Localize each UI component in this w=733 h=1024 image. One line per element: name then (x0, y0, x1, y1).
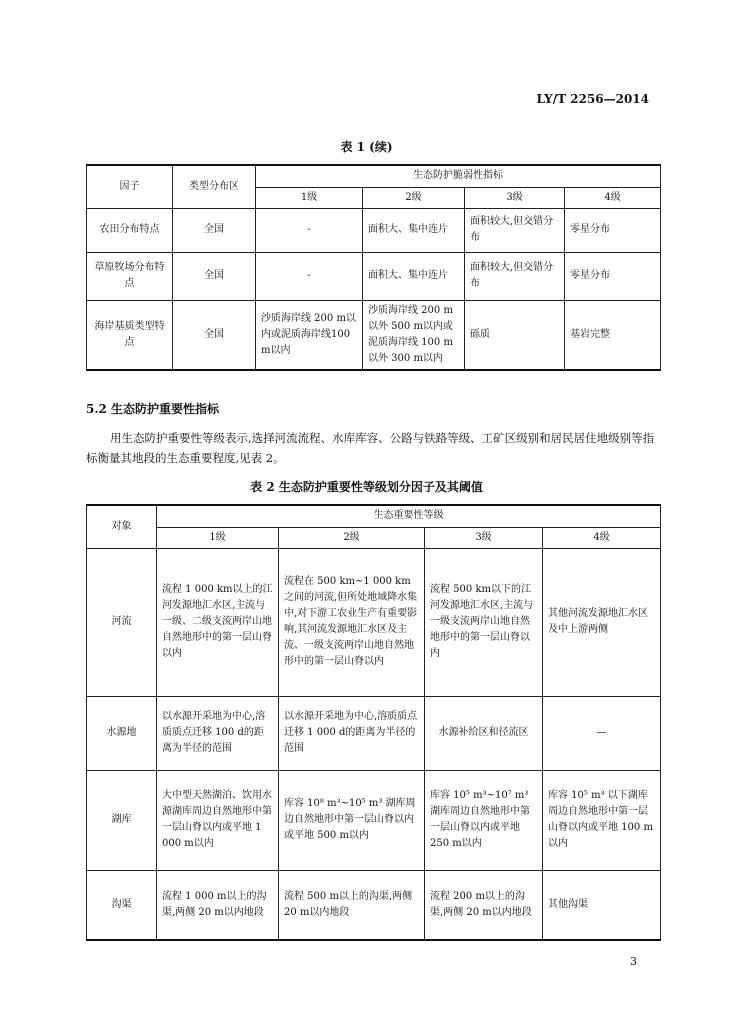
row-level-2: 流程 500 m以上的沟渠,两侧 20 m以内地段 (279, 870, 425, 940)
row-level-4: 零星分布 (565, 252, 661, 300)
row-object: 河流 (87, 548, 157, 696)
row-level-2: 沙质海岸线 200 m以外 500 m以内或泥质海岸线 100 m以外 300 m以内 (363, 300, 465, 370)
row-factor: 草原牧场分布特点 (87, 252, 173, 300)
header-level-1: 1级 (256, 187, 363, 208)
row-object: 水源地 (87, 696, 157, 770)
table-1-caption: 表 1 (续) (340, 140, 393, 154)
header-level-4: 4级 (543, 527, 661, 548)
table-row (87, 696, 661, 770)
row-area: 全国 (173, 252, 256, 300)
row-level-1: 沙质海岸线 200 m以内或泥质海岸线100 m以内 (256, 300, 363, 370)
row-level-3: 水源补给区和径流区 (425, 696, 543, 770)
header-factor: 因子 (87, 165, 173, 208)
table-row (87, 770, 661, 870)
row-factor: 农田分布特点 (87, 208, 173, 252)
row-level-3: 面积较大,但交错分布 (465, 208, 565, 252)
row-level-4: 基岩完整 (565, 300, 661, 370)
header-level-4: 4级 (565, 187, 661, 208)
header-object: 对象 (87, 505, 157, 548)
row-area: 全国 (173, 300, 256, 370)
row-object: 沟渠 (87, 870, 157, 940)
row-object: 湖库 (87, 770, 157, 870)
header-importance-level: 生态重要性等级 (157, 505, 661, 527)
row-level-2: 库容 10⁸ m³~10⁵ m³ 湖库周边自然地形中第一层山脊以内或平地 500 m以内 (279, 770, 425, 870)
row-level-1: - (256, 208, 363, 252)
row-level-4: 零星分布 (565, 208, 661, 252)
row-level-3: 流程 500 km以下的江河发源地汇水区,主流与一级支流两岸山地自然地形中的第一层山脊以内 (425, 548, 543, 696)
row-level-4: 其他沟渠 (543, 870, 661, 940)
header-level-2: 2级 (363, 187, 465, 208)
row-level-4: — (543, 696, 661, 770)
table-row (87, 252, 661, 300)
section-heading: 5.2 生态防护重要性指标 (86, 402, 220, 416)
row-level-3: 流程 200 m以上的沟渠,两侧 20 m以内地段 (425, 870, 543, 940)
row-level-3: 砾质 (465, 300, 565, 370)
row-level-4: 其他河流发源地汇水区及中上游两侧 (543, 548, 661, 696)
header-level-2: 2级 (279, 527, 425, 548)
row-level-1: 大中型天然湖泊、饮用水源湖库周边自然地形中第一层山脊以内或平地 1 000 m以内 (157, 770, 279, 870)
importance-table (86, 504, 661, 941)
section-paragraph: 用生态防护重要性等级表示,选择河流流程、水库库容、公路与铁路等级、工矿区级别和居民居住地级别等指标衡量其地段的生态重要程度,见表 2。 (86, 431, 655, 465)
header-vulnerability-index: 生态防护脆弱性指标 (256, 165, 661, 187)
row-factor: 海岸基质类型特点 (87, 300, 173, 370)
row-level-2: 以水源开采地为中心,溶质质点迁移 1 000 d的距离为半径的范围 (279, 696, 425, 770)
row-level-1: - (256, 252, 363, 300)
table-row (87, 548, 661, 696)
row-level-1: 流程 1 000 km以上的江河发源地汇水区,主流与一级、二级支流两岸山地自然地形中的第一层山脊以内 (157, 548, 279, 696)
standard-code: LY/T 2256—2014 (536, 92, 649, 106)
table-row (87, 208, 661, 252)
table-row (87, 870, 661, 940)
header-level-3: 3级 (425, 527, 543, 548)
header-type-area: 类型分布区 (173, 165, 256, 208)
header-level-3: 3级 (465, 187, 565, 208)
row-level-2: 面积大、集中连片 (363, 252, 465, 300)
header-level-1: 1级 (157, 527, 279, 548)
row-level-2: 面积大、集中连片 (363, 208, 465, 252)
row-level-1: 流程 1 000 m以上的沟渠,两侧 20 m以内地段 (157, 870, 279, 940)
row-level-3: 面积较大,但交错分布 (465, 252, 565, 300)
table-row (87, 300, 661, 370)
row-level-2: 流程在 500 km~1 000 km之间的河流,但所处地域降水集中,对下游工农业生产有重要影响,其河流发源地汇水区及主流、一级支流两岸山地自然地形中的第一层山脊以内 (279, 548, 425, 696)
table-2-caption: 表 2 生态防护重要性等级划分因子及其阈值 (250, 480, 483, 494)
row-area: 全国 (173, 208, 256, 252)
page-number: 3 (630, 955, 637, 968)
row-level-1: 以水源开采地为中心,溶质质点迁移 100 d的距离为半径的范围 (157, 696, 279, 770)
row-level-4: 库容 10⁵ m³ 以下湖库周边自然地形中第一层山脊以内或平地 100 m以内 (543, 770, 661, 870)
row-level-3: 库容 10⁵ m³~10⁷ m³ 湖库周边自然地形中第一层山脊以内或平地 250 m以内 (425, 770, 543, 870)
vulnerability-table (86, 164, 661, 371)
